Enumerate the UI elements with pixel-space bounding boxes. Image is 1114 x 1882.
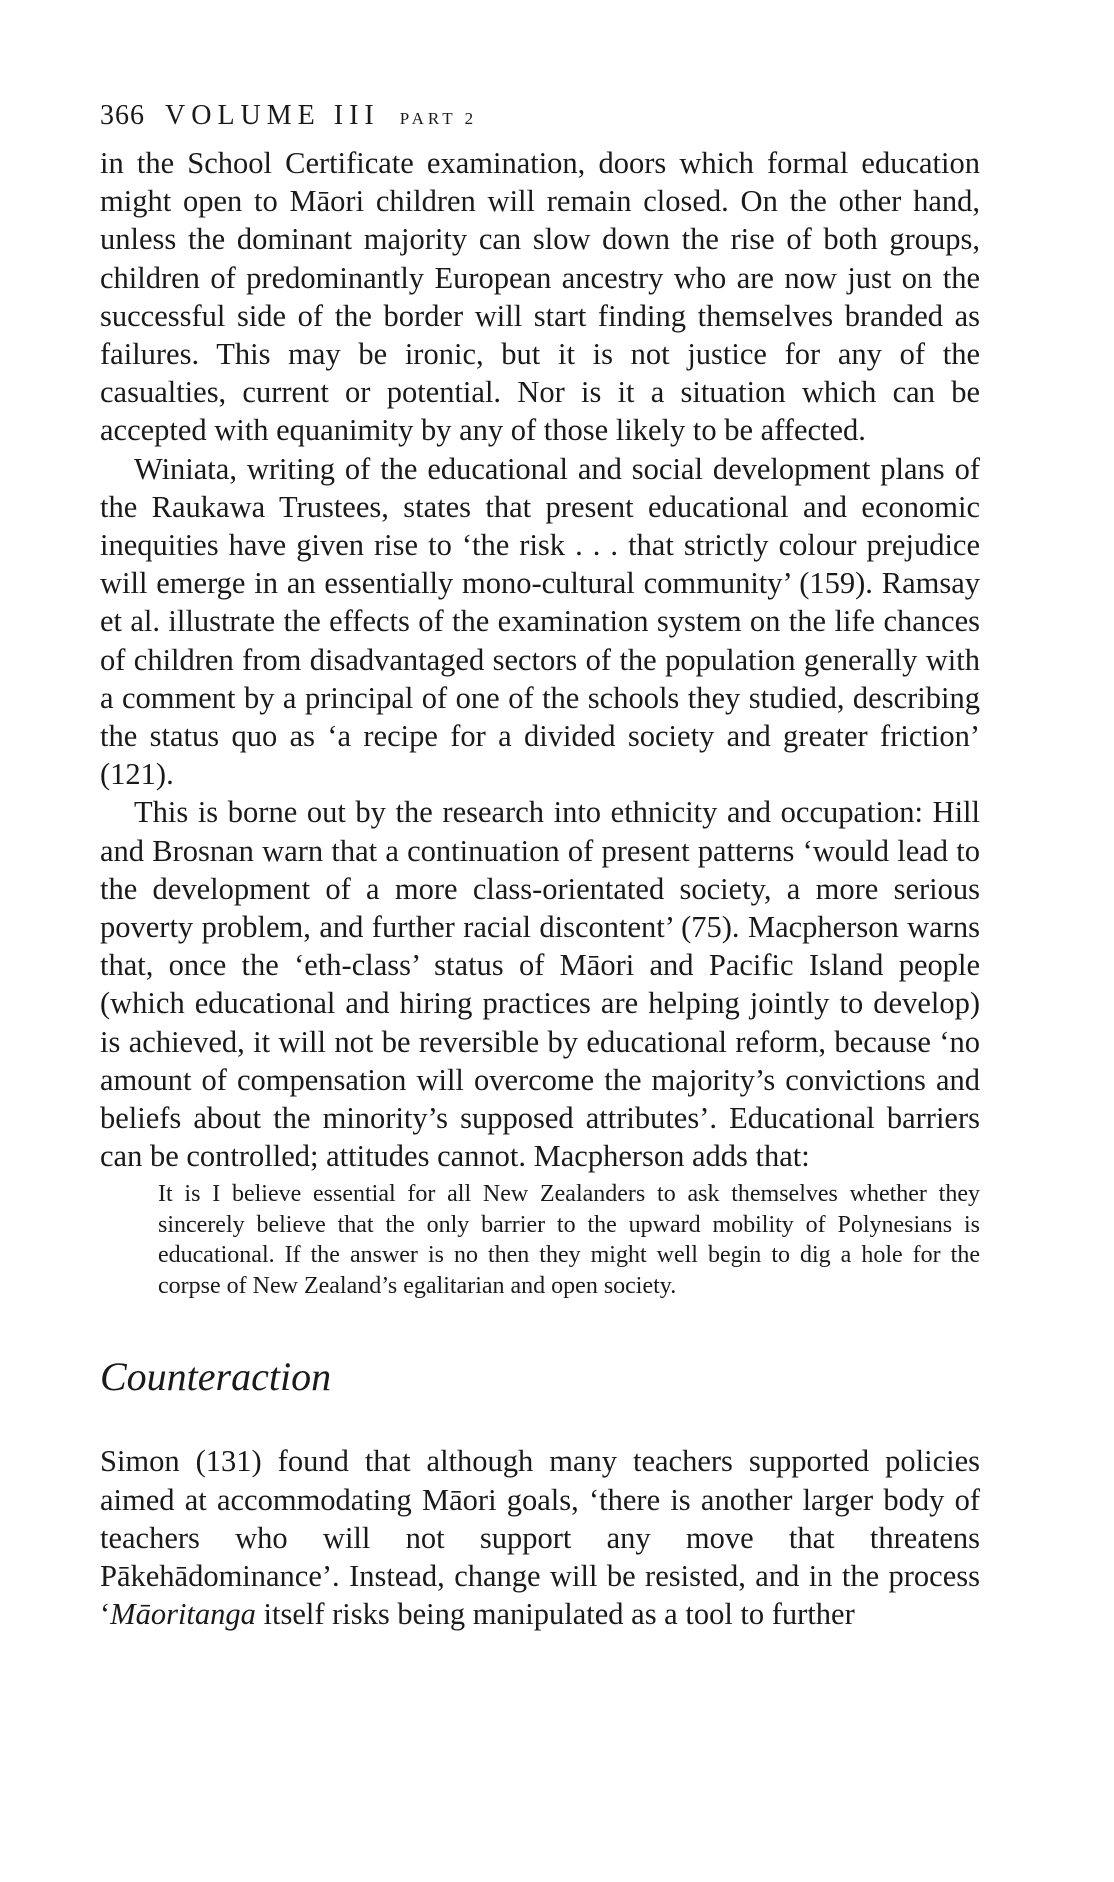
paragraph-simon: [100, 1442, 980, 1633]
paragraph-winiata: Winiata, writing of the educational and social development plans of the Raukawa Trustees, states that present educational and economic inequities have given rise to ‘the risk . . . that strictly colour prejudice will emerge in an essentially mono-cultural community’ (159). Ramsay et al. illustrate the effects of the examination system on the life chances of children from disadvantaged sectors of the population generally with a comment by a principal of one of the schools they studied, describing the status quo as ‘a recipe for a divided society and greater friction’ (121).: [100, 451, 980, 792]
volume-label: VOLUME III: [165, 100, 380, 131]
block-quote-macpherson: It is I believe essential for all New Zealanders to ask themselves whether they sincerely believe that the only barrier to the upward mobility of Polynesians is educational. If the answer is no then they might well begin to dig a hole for the corpse of New Zealand’s egalitarian and open society.: [158, 1181, 980, 1299]
page-number: 366: [100, 100, 145, 131]
section-heading-counteraction: Counteraction: [100, 1354, 332, 1400]
book-page: [100, 100, 980, 1634]
running-head: [100, 100, 980, 132]
italic-term-maoritanga: Māoritanga: [110, 1597, 256, 1632]
paragraph-simon-text-end: itself risks being manipulated as a tool to further: [255, 1597, 855, 1632]
paragraph-simon-text: Simon (131) found that although many teachers supported policies aimed at accommodating Māori goals, ‘there is another larger body of teachers who will not support any move that threatens Pākehādominance’. Instead, change will be resisted, and in the process ‘: [100, 1444, 980, 1632]
part-label: PART 2: [399, 109, 478, 128]
paragraph-ethnicity-occupation: This is borne out by the research into ethnicity and occupation: Hill and Brosnan warn that a continuation of present patterns ‘would lead to the development of a more class-orientated society, a more serious poverty problem, and further racial discontent’ (75). Macpherson warns that, once the ‘eth-class’ status of Māori and Pacific Island people (which educational and hiring practices are helping jointly to develop) is achieved, it will not be reversible by educational reform, because ‘no amount of compensation will overcome the majority’s convictions and beliefs about the minority’s supposed attributes’. Educational barriers can be controlled; attitudes cannot. Macpherson adds that:: [100, 795, 980, 1174]
paragraph-continued: in the School Certificate examination, doors which formal education might open to Māori children will remain closed. On the other hand, unless the dominant majority can slow down the rise of both groups, children of predominantly European ancestry who are now just on the successful side of the border will start finding themselves branded as failures. This may be ironic, but it is not justice for any of the casualties, current or potential. Nor is it a situation which can be accepted with equanimity by any of those likely to be affected.: [100, 146, 980, 448]
